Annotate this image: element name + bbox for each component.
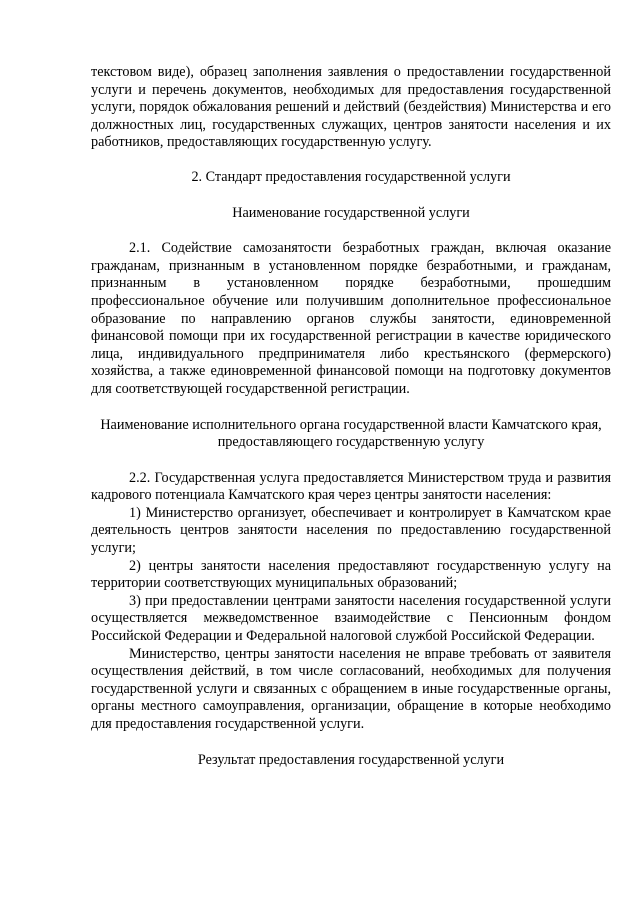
spacer [91, 222, 611, 240]
paragraph-2-2: 2.2. Государственная услуга предоставляется Министерством труда и развития кадрового потенциала Камчатского края через центры занятости населения: [91, 469, 611, 504]
spacer [91, 399, 611, 417]
heading-service-name: Наименование государственной услуги [232, 204, 470, 221]
spacer [91, 187, 611, 205]
spacer [91, 734, 611, 752]
heading-result: Результат предоставления государственной услуги [197, 751, 505, 768]
section-title: 2. Стандарт предоставления государственной услуги [191, 168, 511, 185]
paragraph-ministry: Министерство, центры занятости населения не вправе требовать от заявителя осуществления действий, в том числе согласований, необходимых для получения государственной услуги и связанных с обращением в иные государственные органы, органы местного самоуправления, организации, обращение в которые необходимо для предоставления государственной услуги. [91, 645, 611, 732]
intro-paragraph: текстовом виде), образец заполнения заявления о предоставлении государственной услуги и перечень документов, необходимых для предоставления государственной услуги, порядок обжалования решений и действий (бездействия) Министерства и его должностных лиц, государственных служащих, центров занятости населения и их работников, предоставляющих государственную услугу. [91, 64, 611, 151]
spacer [91, 452, 611, 470]
paragraph-2-1: 2.1. Содействие самозанятости безработных граждан, включая оказание гражданам, признанным в установленном порядке безработными, и гражданам, признанным в установленном порядке безработными, прошедшим профессиональное обучение или получившим дополнительное профессиональное образование по направлению органов службы занятости, единовременной финансовой помощи при их государственной регистрации в качестве юридического лица, индивидуального предпринимателя либо крестьянского (фермерского) хозяйства, а также единовременной финансовой помощи на подготовку документов для соответствующей государственной регистрации. [91, 240, 611, 397]
list-item-2: 2) центры занятости населения предоставляют государственную услугу на территории соответствующих муниципальных образований; [91, 557, 611, 592]
document-body [91, 64, 611, 769]
list-item-1: 1) Министерство организует, обеспечивает и контролирует в Камчатском крае деятельность центров занятости населения по предоставлению государственной услуги; [91, 504, 611, 557]
list-item-3: 3) при предоставлении центрами занятости населения государственной услуги осуществляется межведомственное взаимодействие с Пенсионным фондом Российской Федерации и Федеральной налоговой службой Российской Федерации. [91, 592, 611, 645]
spacer [91, 152, 611, 169]
heading-executive-body: Наименование исполнительного органа государственной власти Камчатского края, предоставляющего государственную услугу [100, 416, 602, 451]
